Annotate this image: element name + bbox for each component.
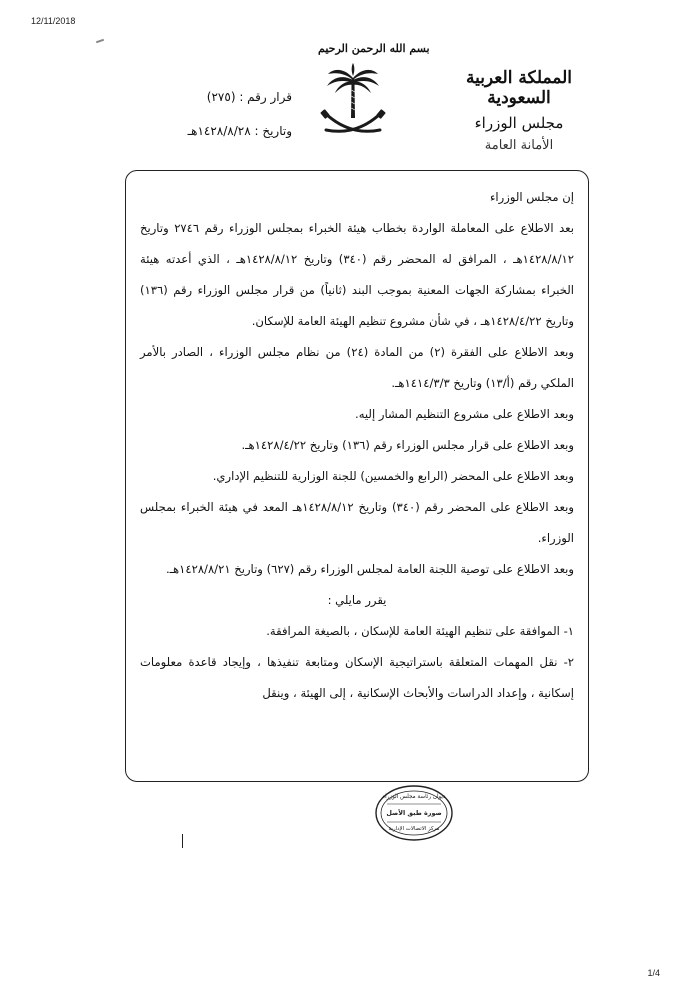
decides-heading: يقرر مايلي : [327, 593, 387, 607]
stamp-line-1: ديوان رئاسة مجلس الوزراء [382, 794, 446, 800]
page-number: 1/4 [647, 968, 660, 978]
recital-paragraph: وبعد الاطلاع على قرار مجلس الوزراء رقم (١٣٦) وتاريخ ١٤٢٨/٤/٢٢هـ. [241, 438, 574, 452]
certified-copy-stamp [374, 784, 454, 842]
margin-mark [182, 834, 183, 848]
saudi-emblem-icon [320, 60, 386, 144]
recital-paragraph: وبعد الاطلاع على مشروع التنظيم المشار إليه. [355, 407, 574, 421]
recital-paragraph: وبعد الاطلاع على المحضر (الرابع والخمسين) للجنة الوزارية للتنظيم الإداري. [212, 469, 574, 483]
recital-paragraph: وبعد الاطلاع على الفقرة (٢) من المادة (٢٤) من نظام مجلس الوزراء ، الصادر بالأمر الملكي رقم (أ/١٣) وتاريخ ١٤١٤/٣/٣هـ. [140, 345, 574, 390]
decision-item: ١- الموافقة على تنظيم الهيئة العامة للإسكان ، بالصيغة المرافقة. [266, 624, 574, 638]
decision-body [125, 170, 589, 782]
print-date: 12/11/2018 [31, 16, 76, 26]
decision-item: ٢- نقل المهمات المتعلقة باستراتيجية الإسكان ومتابعة تنفيذها ، وإيجاد قاعدة معلومات إسكانية ، وإعداد الدراسات والأبحاث الإسكانية ، إلى الهيئة ، وينقل [140, 655, 574, 700]
decision-date: وتاريخ : ١٤٢٨/٨/٢٨هـ [187, 124, 292, 138]
stamp-line-2: صورة طبق الأصل [386, 809, 442, 817]
recital-paragraph: وبعد الاطلاع على توصية اللجنة العامة لمجلس الوزراء رقم (٦٢٧) وتاريخ ١٤٢٨/٨/٢١هـ. [165, 562, 574, 576]
stamp-line-3: مركز الاتصالات الإدارية [388, 826, 440, 832]
decision-number: قرار رقم : (٢٧٥) [206, 90, 292, 104]
council-name: مجلس الوزراء [474, 114, 564, 132]
decision-reference [148, 90, 292, 146]
opening-line: إن مجلس الوزراء [489, 190, 574, 204]
recital-paragraph: وبعد الاطلاع على المحضر رقم (٣٤٠) وتاريخ ١٤٢٨/٨/١٢هـ المعد في هيئة الخبراء بمجلس الوزراء. [140, 500, 574, 545]
letterhead [0, 38, 700, 168]
basmala: بسم الله الرحمن الرحيم [318, 42, 430, 55]
kingdom-name: المملكة العربية السعودية [465, 68, 573, 108]
secretariat-name: الأمانة العامة [484, 138, 554, 153]
issuing-authority [434, 68, 604, 153]
recital-paragraph: بعد الاطلاع على المعاملة الواردة بخطاب هيئة الخبراء بمجلس الوزراء رقم ٢٧٤٦ وتاريخ ١٤٢٨/٨/١٢هـ ، المرافق له المحضر رقم (٣٤٠) وتاريخ ١٤٢٨/٨/١٢هـ ، الذي أعدته هيئة الخبراء بمشاركة الجهات المعنية بموجب البند (ثانياً) من قرار مجلس الوزراء رقم (١٣٦) وتاريخ ١٤٢٨/٤/٢٢هـ ، في شأن مشروع تنظيم الهيئة العامة للإسكان. [140, 221, 575, 328]
